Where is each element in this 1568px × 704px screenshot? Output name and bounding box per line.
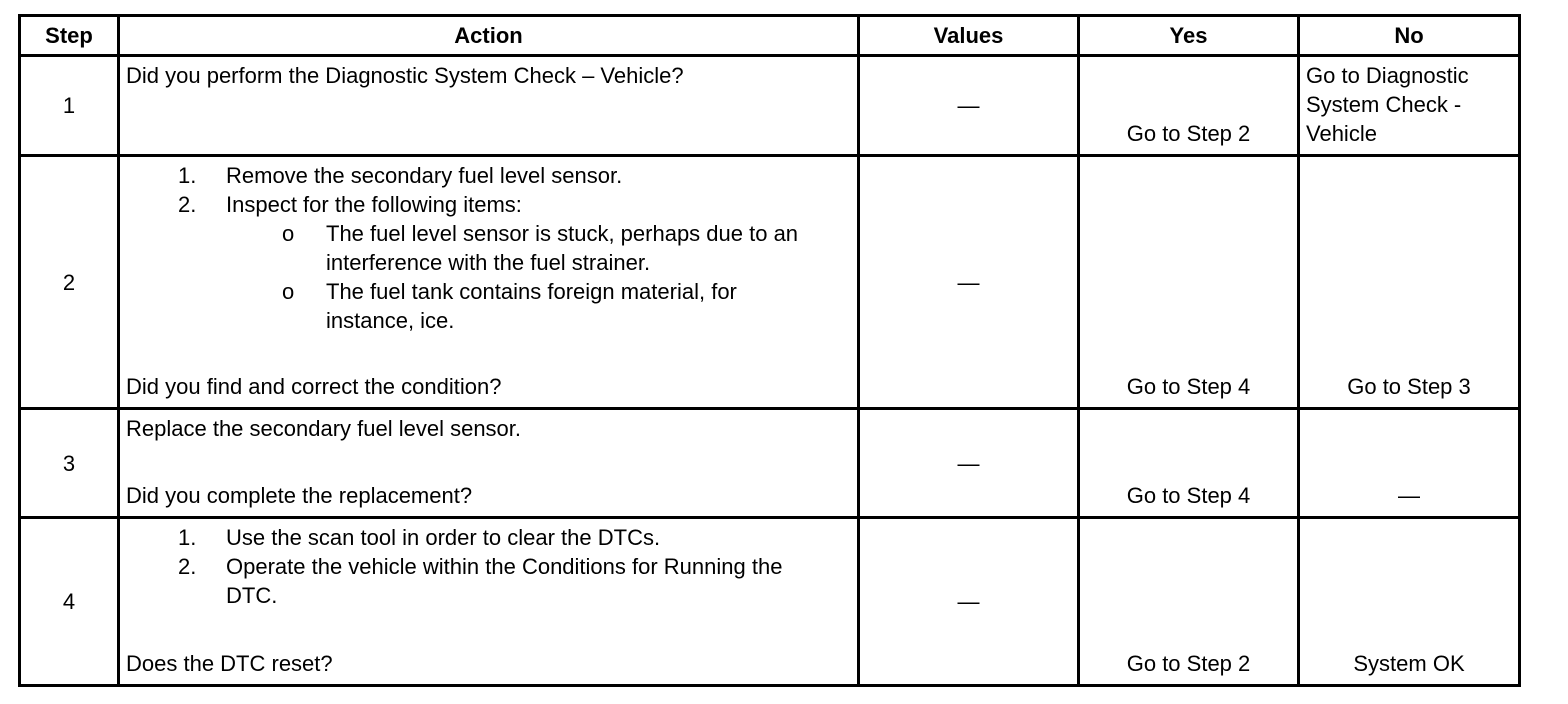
yes-cell: Go to Step 2: [1126, 121, 1251, 146]
list-text: Operate the vehicle within the Conditions for Running the DTC.: [226, 554, 783, 608]
list-item: [126, 552, 851, 610]
question-text: Did you complete the replacement?: [126, 483, 473, 508]
no-cell: [1300, 57, 1518, 154]
list-text: Remove the secondary fuel level sensor.: [226, 163, 623, 188]
list-number: 1.: [178, 525, 197, 550]
step-number: 1: [62, 93, 76, 118]
header-yes: Yes: [1169, 23, 1208, 48]
no-cell: System OK: [1353, 651, 1465, 676]
list-number: 1.: [178, 163, 197, 188]
step-number: 3: [62, 450, 76, 476]
no-cell: —: [1398, 483, 1420, 508]
no-line: Go to Diagnostic: [1306, 63, 1469, 88]
bullet-icon: o: [282, 221, 295, 246]
question-text: Does the DTC reset?: [126, 651, 333, 676]
values-cell: —: [957, 450, 980, 476]
question-text: Did you find and correct the condition?: [126, 374, 502, 399]
action-cell: [120, 410, 857, 516]
action-cell: [120, 157, 857, 407]
no-line: System Check -: [1306, 92, 1462, 117]
values-cell: —: [957, 269, 980, 295]
header-no: No: [1394, 23, 1424, 48]
sub-list-text: The fuel level sensor is stuck, perhaps due to an interference with the fuel strainer.: [326, 221, 799, 275]
yes-cell: Go to Step 2: [1126, 651, 1251, 676]
bullet-icon: o: [282, 279, 295, 304]
action-text: Did you perform the Diagnostic System Check – Vehicle?: [126, 63, 684, 88]
sub-list-item: [126, 219, 851, 277]
values-cell: —: [957, 589, 980, 614]
values-cell: —: [957, 93, 980, 118]
header-step: Step: [45, 23, 93, 48]
action-text: Replace the secondary fuel level sensor.: [126, 416, 522, 441]
header-values: Values: [933, 23, 1004, 48]
no-line: Vehicle: [1306, 121, 1377, 146]
list-number: 2.: [178, 554, 197, 579]
diagnostic-table: [18, 14, 1521, 687]
yes-cell: Go to Step 4: [1126, 483, 1251, 508]
list-item: [126, 161, 851, 190]
no-cell: Go to Step 3: [1347, 374, 1471, 399]
list-item: [126, 190, 851, 219]
list-number: 2.: [178, 192, 197, 217]
list-text: Inspect for the following items:: [226, 192, 522, 217]
step-number: 2: [62, 269, 76, 295]
list-item: [126, 523, 851, 552]
action-cell: [120, 519, 857, 684]
header-action: Action: [454, 23, 523, 48]
step-number: 4: [62, 589, 76, 614]
yes-cell: Go to Step 4: [1126, 374, 1251, 399]
list-text: Use the scan tool in order to clear the DTCs.: [226, 525, 661, 550]
sub-list-text: The fuel tank contains foreign material, for instance, ice.: [326, 279, 737, 333]
sub-list-item: [126, 277, 851, 335]
